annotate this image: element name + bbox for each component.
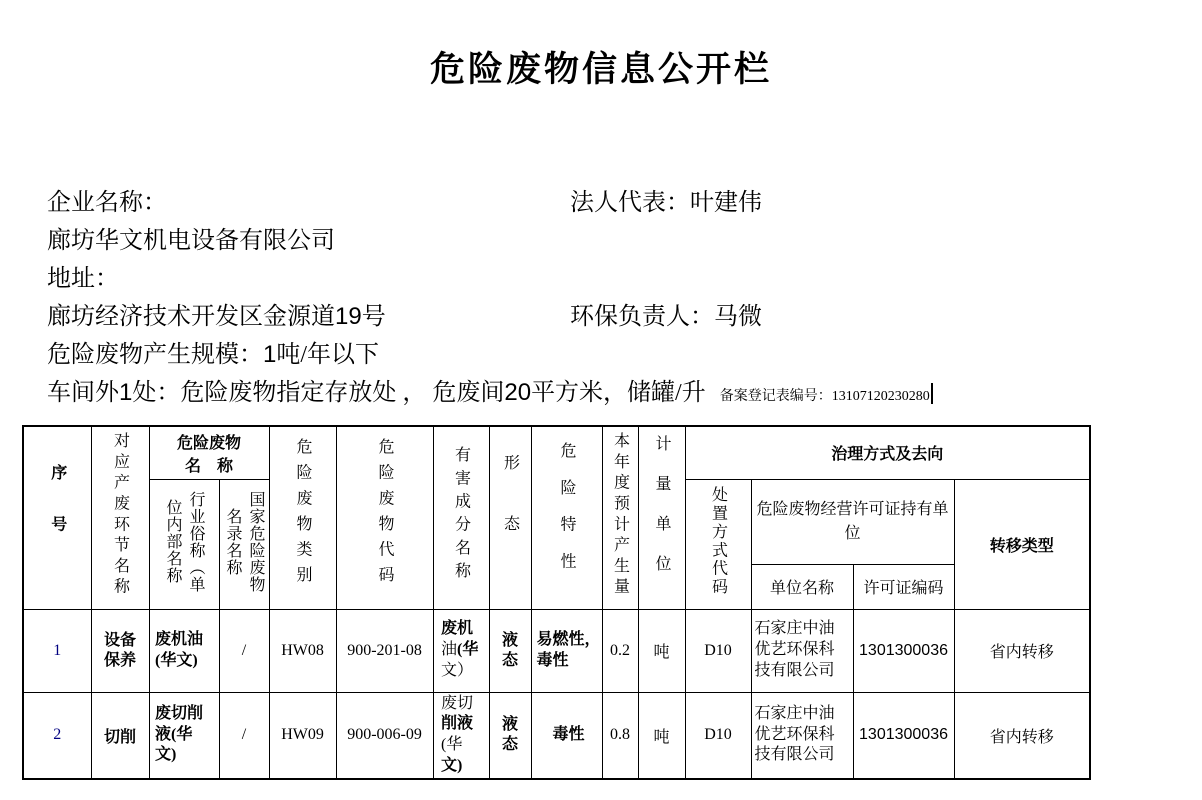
cell-code: 900-006-09	[336, 692, 433, 779]
cell-unit-name: 石家庄中油优艺环保科技有限公司	[751, 609, 853, 692]
cell-license-no: 1301300036	[853, 609, 954, 692]
cell-harmful: 废切削液(华文)	[433, 692, 489, 779]
storage-text: 车间外	[47, 380, 119, 406]
hazardous-waste-table	[22, 425, 1091, 780]
cell-form: 液态	[489, 692, 531, 779]
cell-annual: 0.8	[602, 692, 638, 779]
header-transfer-type: 转移类型	[954, 479, 1090, 609]
cell-seq: 1	[23, 609, 91, 692]
storage-number-2: 20	[504, 379, 532, 406]
company-name-label: 企业名称：	[47, 190, 167, 216]
env-officer: 环保负责人：马微	[570, 304, 762, 330]
registry-number-field[interactable]: 备案登记表编号：13107120230280	[719, 389, 930, 404]
header-license-holder: 危险废物经营许可证持有单位	[751, 479, 954, 564]
header-hazard: 危险特性	[531, 426, 602, 609]
info-line-address-label	[47, 260, 1187, 298]
cell-category: HW09	[269, 692, 336, 779]
cell-hazard: 毒性	[531, 692, 602, 779]
header-treatment-group: 治理方式及去向	[685, 426, 1090, 479]
header-unit: 计量单位	[638, 426, 685, 609]
info-line-company	[47, 184, 1187, 222]
cell-national-name: /	[219, 609, 269, 692]
scale-number: 1	[263, 341, 277, 368]
header-seq: 序号	[23, 426, 91, 609]
header-industry-name: 行业俗称（单位内部名称	[149, 479, 219, 609]
header-annual: 本年度预计产生量	[602, 426, 638, 609]
legal-representative: 法人代表：叶建伟	[570, 190, 762, 216]
address-suffix: 号	[361, 304, 386, 330]
storage-text-2: 处：危险废物指定存放处 ， 危废间	[132, 380, 505, 406]
info-line-company-value	[47, 222, 1187, 260]
cell-transfer-type: 省内转移	[954, 692, 1090, 779]
page-title: 危险废物信息公开栏	[429, 50, 772, 89]
info-line-storage	[47, 374, 1187, 416]
cell-category: HW08	[269, 609, 336, 692]
storage-number-1: 1	[119, 379, 133, 406]
cell-disposal-code: D10	[685, 692, 751, 779]
cell-seq: 2	[23, 692, 91, 779]
header-waste-name-group	[149, 426, 269, 479]
address-value: 廊坊经济技术开发区金源道	[47, 304, 335, 330]
cell-license-no: 1301300036	[853, 692, 954, 779]
cell-transfer-type: 省内转移	[954, 609, 1090, 692]
cell-unit-name: 石家庄中油优艺环保科技有限公司	[751, 692, 853, 779]
info-line-address-value	[47, 298, 1187, 336]
header-code: 危险废物代码	[336, 426, 433, 609]
text-cursor	[931, 383, 933, 404]
header-license-no: 许可证编码	[853, 564, 954, 609]
waste-name-line1: 危险废物	[177, 434, 242, 452]
cell-annual: 0.2	[602, 609, 638, 692]
address-number: 19	[335, 303, 362, 330]
table-row	[23, 692, 1090, 779]
cell-industry-name: 废切削液(华文)	[149, 692, 219, 779]
company-info-block	[47, 184, 1187, 416]
cell-code: 900-201-08	[336, 609, 433, 692]
header-unit-name: 单位名称	[751, 564, 853, 609]
cell-stage: 切削	[91, 692, 149, 779]
storage-text-3: 平方米，储罐/升	[531, 380, 706, 406]
company-name-value: 廊坊华文机电设备有限公司	[47, 228, 335, 254]
cell-hazard: 易燃性，毒性	[531, 609, 602, 692]
address-label: 地址：	[47, 266, 119, 292]
header-stage: 对应产废环节名称	[91, 426, 149, 609]
scale-label: 危险废物产生规模：	[47, 342, 263, 368]
header-form: 形态	[489, 426, 531, 609]
header-harmful: 有害成分名称	[433, 426, 489, 609]
header-category: 危险废物类别	[269, 426, 336, 609]
waste-name-line2: 名 称	[185, 457, 234, 475]
cell-industry-name: 废机油(华文)	[149, 609, 219, 692]
cell-harmful: 废机油(华文）	[433, 609, 489, 692]
table-row	[23, 609, 1090, 692]
cell-unit: 吨	[638, 692, 685, 779]
info-line-scale	[47, 336, 1187, 374]
cell-form: 液态	[489, 609, 531, 692]
cell-unit: 吨	[638, 609, 685, 692]
header-national-name: 国家危险废物名录名称	[219, 479, 269, 609]
cell-national-name: /	[219, 692, 269, 779]
cell-stage: 设备保养	[91, 609, 149, 692]
header-disposal-code: 处置方式代码	[685, 479, 751, 609]
scale-suffix: 吨/年以下	[276, 342, 380, 368]
cell-disposal-code: D10	[685, 609, 751, 692]
